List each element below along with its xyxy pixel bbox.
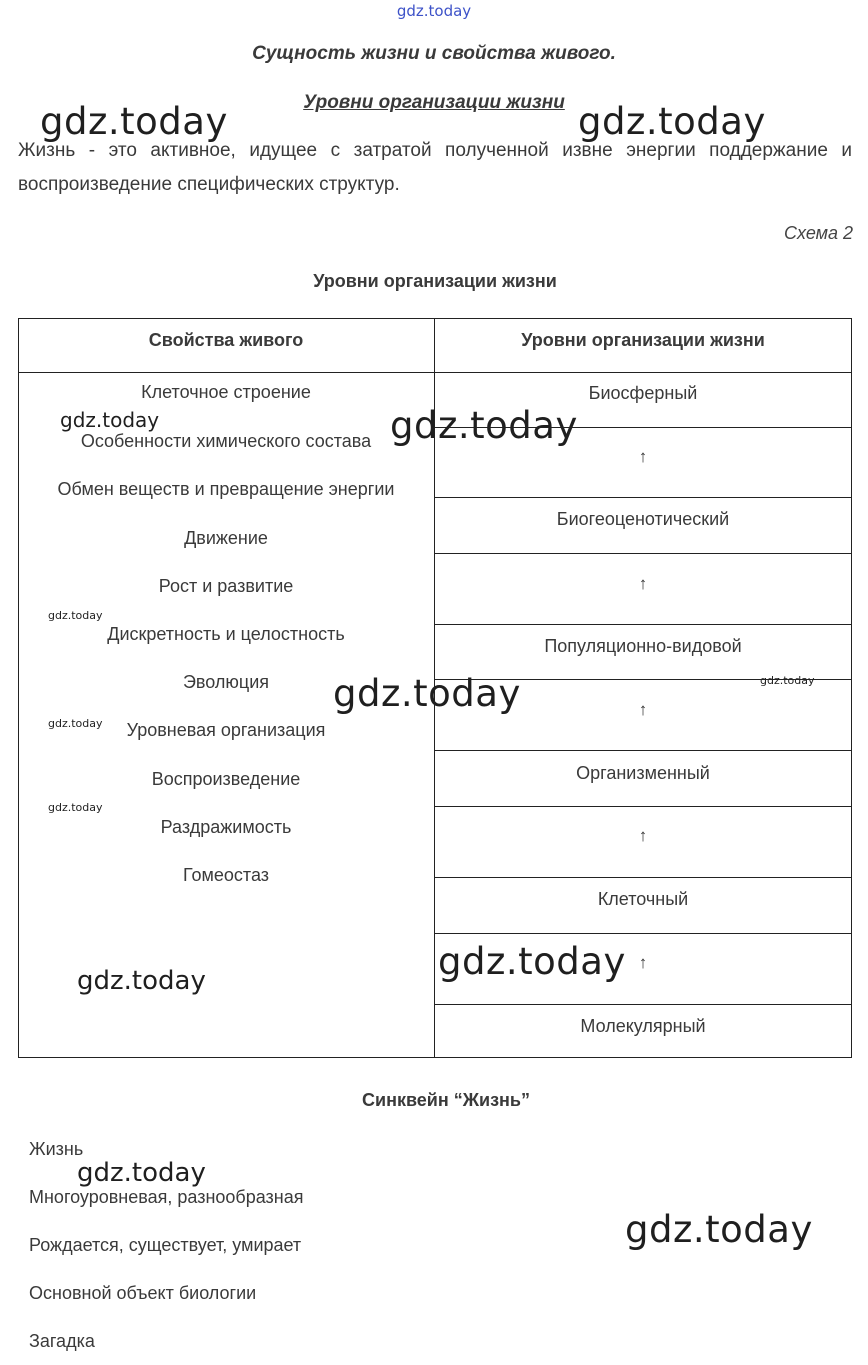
row-divider (434, 679, 852, 680)
level-item: Молекулярный (580, 1016, 706, 1036)
cinquain-title: Синквейн “Жизнь” (362, 1090, 530, 1110)
cinquain-line: Загадка (29, 1331, 95, 1351)
watermark: gdz.today (77, 966, 206, 996)
property-item: Воспроизведение (151, 769, 301, 789)
level-item: Организменный (576, 763, 710, 783)
header-properties: Свойства живого (148, 330, 304, 350)
arrow-up-icon: ↑ (638, 447, 648, 466)
property-item: Обмен веществ и превращение энергии (57, 479, 395, 499)
watermark: gdz.today (578, 100, 766, 143)
table-column-divider (434, 318, 435, 1058)
row-divider (434, 553, 852, 554)
property-item: Дискретность и целостность (107, 624, 345, 644)
property-item: Рост и развитие (158, 576, 294, 596)
property-item: Раздражимость (160, 817, 292, 837)
arrow-up-icon: ↑ (638, 700, 648, 719)
level-item: Клеточный (597, 889, 689, 909)
arrow-up-icon: ↑ (638, 826, 648, 845)
property-item: Клеточное строение (141, 382, 311, 402)
watermark: gdz.today (48, 717, 103, 730)
row-divider (434, 877, 852, 878)
cinquain-line: Многоуровневая, разнообразная (29, 1187, 304, 1207)
header-levels: Уровни организации жизни (521, 330, 765, 350)
property-item: Эволюция (182, 672, 270, 692)
watermark: gdz.today (40, 100, 228, 143)
row-divider (434, 497, 852, 498)
definition-paragraph: Жизнь - это активное, идущее с затратой полученной извне энергии поддержание и воспроизведение специфических структур. (18, 140, 852, 195)
watermark: gdz.today (77, 1158, 206, 1188)
watermark: gdz.today (60, 408, 160, 432)
page-title: Сущность жизни и свойства живого. (252, 43, 616, 64)
level-item: Популяционно-видовой (544, 636, 742, 656)
property-item: Гомеостаз (182, 865, 270, 885)
watermark: gdz.today (438, 940, 626, 983)
watermark: gdz.today (760, 674, 815, 687)
row-divider (434, 933, 852, 934)
watermark: gdz.today (390, 404, 578, 447)
watermark-top: gdz.today (396, 2, 472, 20)
row-divider (434, 624, 852, 625)
table-header-divider (18, 372, 852, 373)
arrow-up-icon: ↑ (638, 953, 648, 972)
watermark: gdz.today (333, 672, 521, 715)
row-divider (434, 806, 852, 807)
page-subtitle: Уровни организации жизни (303, 92, 565, 113)
row-divider (434, 427, 852, 428)
row-divider (434, 1004, 852, 1005)
scheme-label: Схема 2 (784, 223, 853, 243)
arrow-up-icon: ↑ (638, 574, 648, 593)
cinquain-line: Рождается, существует, умирает (29, 1235, 302, 1255)
property-item: Особенности химического состава (80, 431, 372, 451)
watermark: gdz.today (48, 609, 103, 622)
watermark: gdz.today (48, 801, 103, 814)
table-title: Уровни организации жизни (313, 271, 557, 291)
property-item: Движение (184, 528, 268, 548)
cinquain-line: Жизнь (29, 1139, 84, 1159)
row-divider (434, 750, 852, 751)
level-item: Биосферный (588, 383, 698, 403)
watermark: gdz.today (625, 1208, 813, 1251)
property-item: Уровневая организация (126, 720, 326, 740)
cinquain-line: Основной объект биологии (29, 1283, 257, 1303)
level-item: Биогеоценотический (556, 509, 730, 529)
